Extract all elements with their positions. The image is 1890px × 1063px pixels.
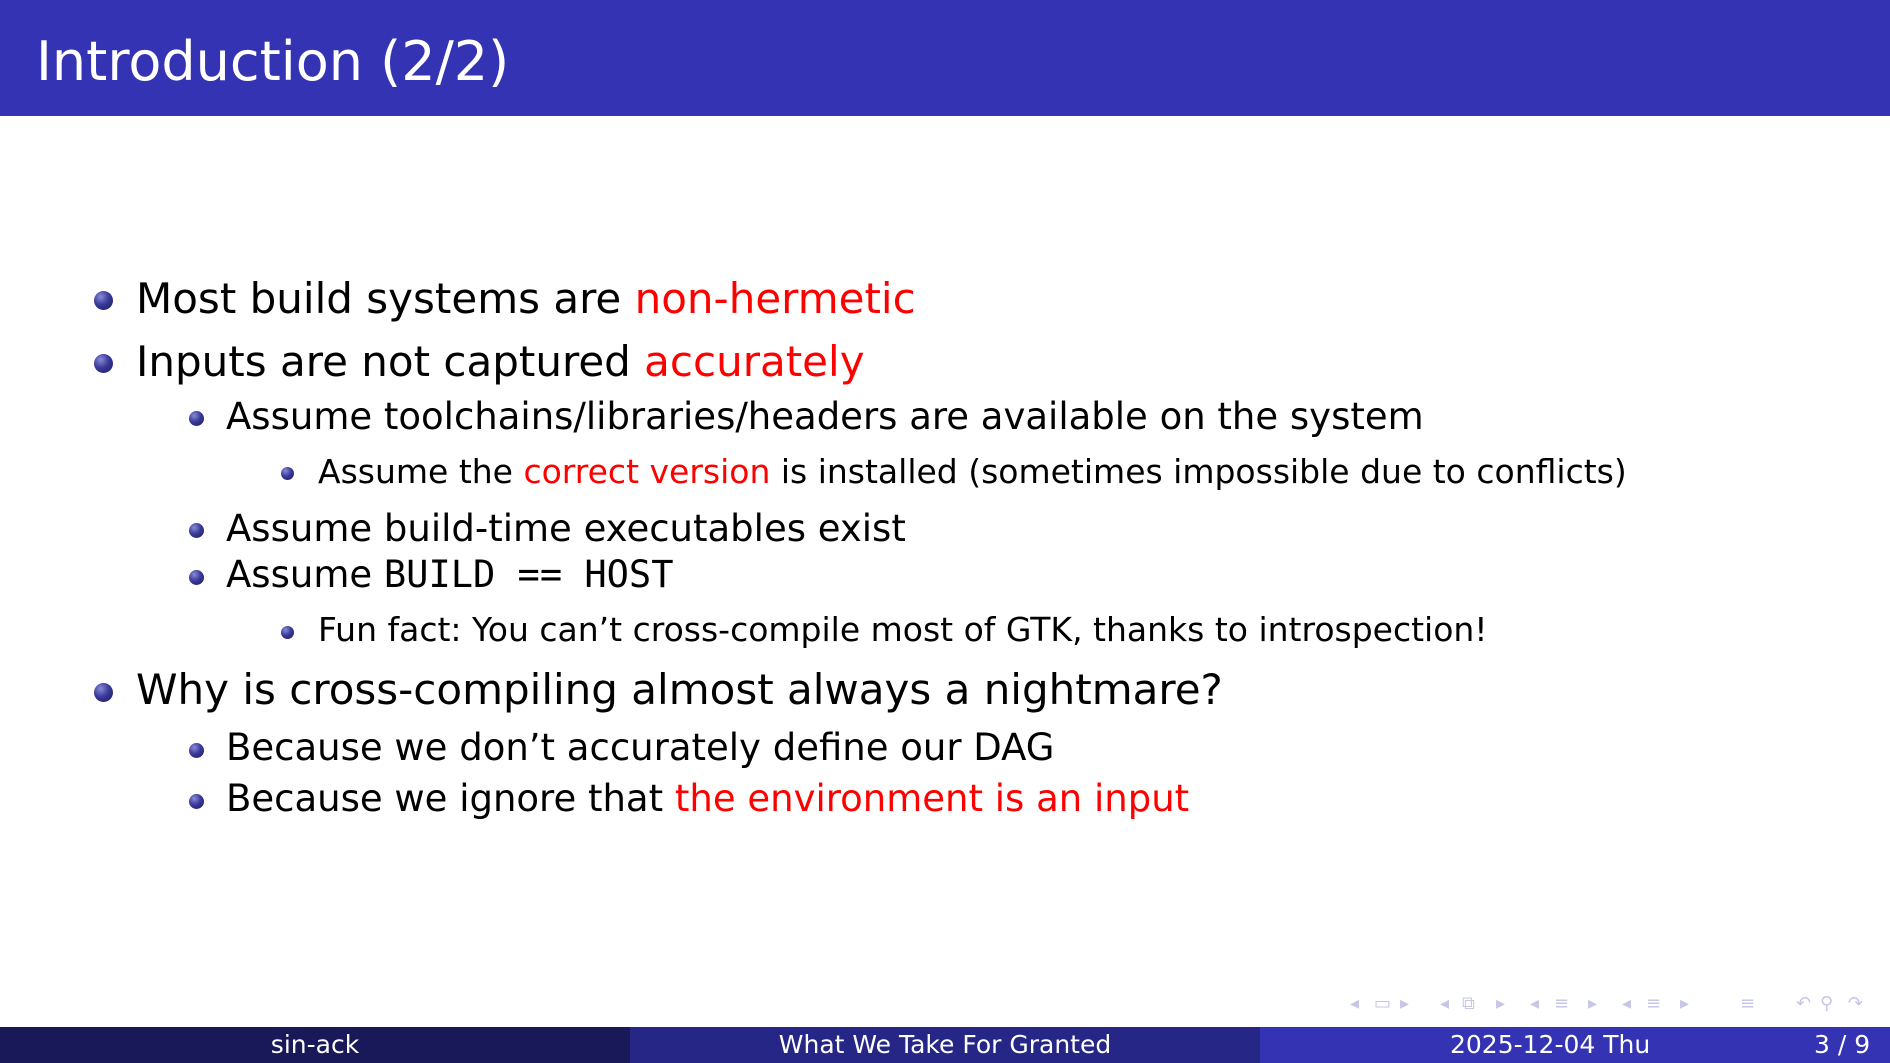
slide-title: Introduction (2/2) [36, 30, 510, 93]
highlight-text: correct version [523, 452, 771, 491]
section-icon[interactable]: ≡ [1646, 993, 1662, 1014]
footer-author [0, 1027, 630, 1063]
bullet-icon [94, 354, 113, 373]
bullet-item-build-host [226, 553, 673, 596]
highlight-text: accurately [644, 337, 865, 386]
bullet-item-toolchains [226, 395, 1424, 438]
footer-title [630, 1027, 1260, 1063]
frame-icon[interactable]: ▭ [1374, 993, 1392, 1014]
frame-title-bar [0, 0, 1890, 116]
bullet-item-executables [226, 507, 906, 550]
bullet-icon [189, 523, 204, 538]
nav-right-arrow-icon[interactable]: ▸ [1588, 993, 1598, 1014]
author-text: sin-ack [270, 1030, 360, 1059]
bullet-item-cross-compiling [136, 665, 1223, 714]
navigation-bar [1350, 993, 1880, 1017]
footline [0, 1027, 1890, 1063]
highlight-text: non-hermetic [634, 274, 916, 323]
undo-icon[interactable]: ↶ [1796, 993, 1812, 1014]
item-text: Why is cross-compiling almost always a nightmare? [136, 665, 1223, 714]
bullet-icon [189, 570, 204, 585]
footer-date-page [1260, 1027, 1890, 1063]
section-icon[interactable]: ≡ [1554, 993, 1570, 1014]
nav-left-arrow-icon[interactable]: ◂ [1530, 993, 1540, 1014]
item-text: Inputs are not captured [136, 337, 645, 386]
bullet-item-correct-version [318, 452, 1627, 491]
highlight-text: the environment is an input [674, 777, 1190, 820]
item-text: Most build systems are [136, 274, 635, 323]
nav-left-arrow-icon[interactable]: ◂ [1622, 993, 1632, 1014]
item-text: Because we ignore that [226, 777, 675, 820]
subsection-icon[interactable]: ⧉ [1462, 993, 1475, 1014]
item-text: Assume build-time executables exist [226, 507, 906, 550]
talk-title-text: What We Take For Granted [778, 1030, 1112, 1059]
bullet-icon [94, 683, 113, 702]
align-icon[interactable]: ≡ [1740, 993, 1756, 1014]
nav-right-arrow-icon[interactable]: ▸ [1496, 993, 1506, 1014]
date-text: 2025-12-04 Thu [1450, 1030, 1651, 1059]
nav-right-arrow-icon[interactable]: ▸ [1400, 993, 1410, 1014]
nav-left-arrow-icon[interactable]: ◂ [1350, 993, 1360, 1014]
item-text: Assume toolchains/libraries/headers are available on the system [226, 395, 1424, 438]
redo-icon[interactable]: ↷ [1848, 993, 1864, 1014]
bullet-icon [189, 794, 204, 809]
bullet-item-dag [226, 726, 1054, 769]
bullet-icon [189, 411, 204, 426]
bullet-icon [189, 743, 204, 758]
bullet-item-environment [226, 777, 1189, 820]
nav-left-arrow-icon[interactable]: ◂ [1440, 993, 1450, 1014]
search-icon[interactable]: ⚲ [1820, 993, 1834, 1014]
page-number: 3 / 9 [1814, 1030, 1871, 1059]
bullet-icon [94, 291, 113, 310]
item-text: Because we don’t accurately define our DAG [226, 726, 1055, 769]
item-text: Fun fact: You can’t cross-compile most of GTK, thanks to introspection! [318, 610, 1488, 649]
bullet-icon [281, 467, 294, 480]
item-text: Assume [226, 553, 384, 596]
bullet-item-non-hermetic [136, 274, 916, 323]
nav-right-arrow-icon[interactable]: ▸ [1680, 993, 1690, 1014]
code-text: BUILD == HOST [383, 553, 674, 596]
item-text: is installed (sometimes impossible due to conflicts) [770, 452, 1627, 491]
bullet-icon [281, 626, 294, 639]
item-text: Assume the [318, 452, 524, 491]
bullet-item-inputs [136, 337, 865, 386]
bullet-item-fun-fact [318, 610, 1488, 649]
